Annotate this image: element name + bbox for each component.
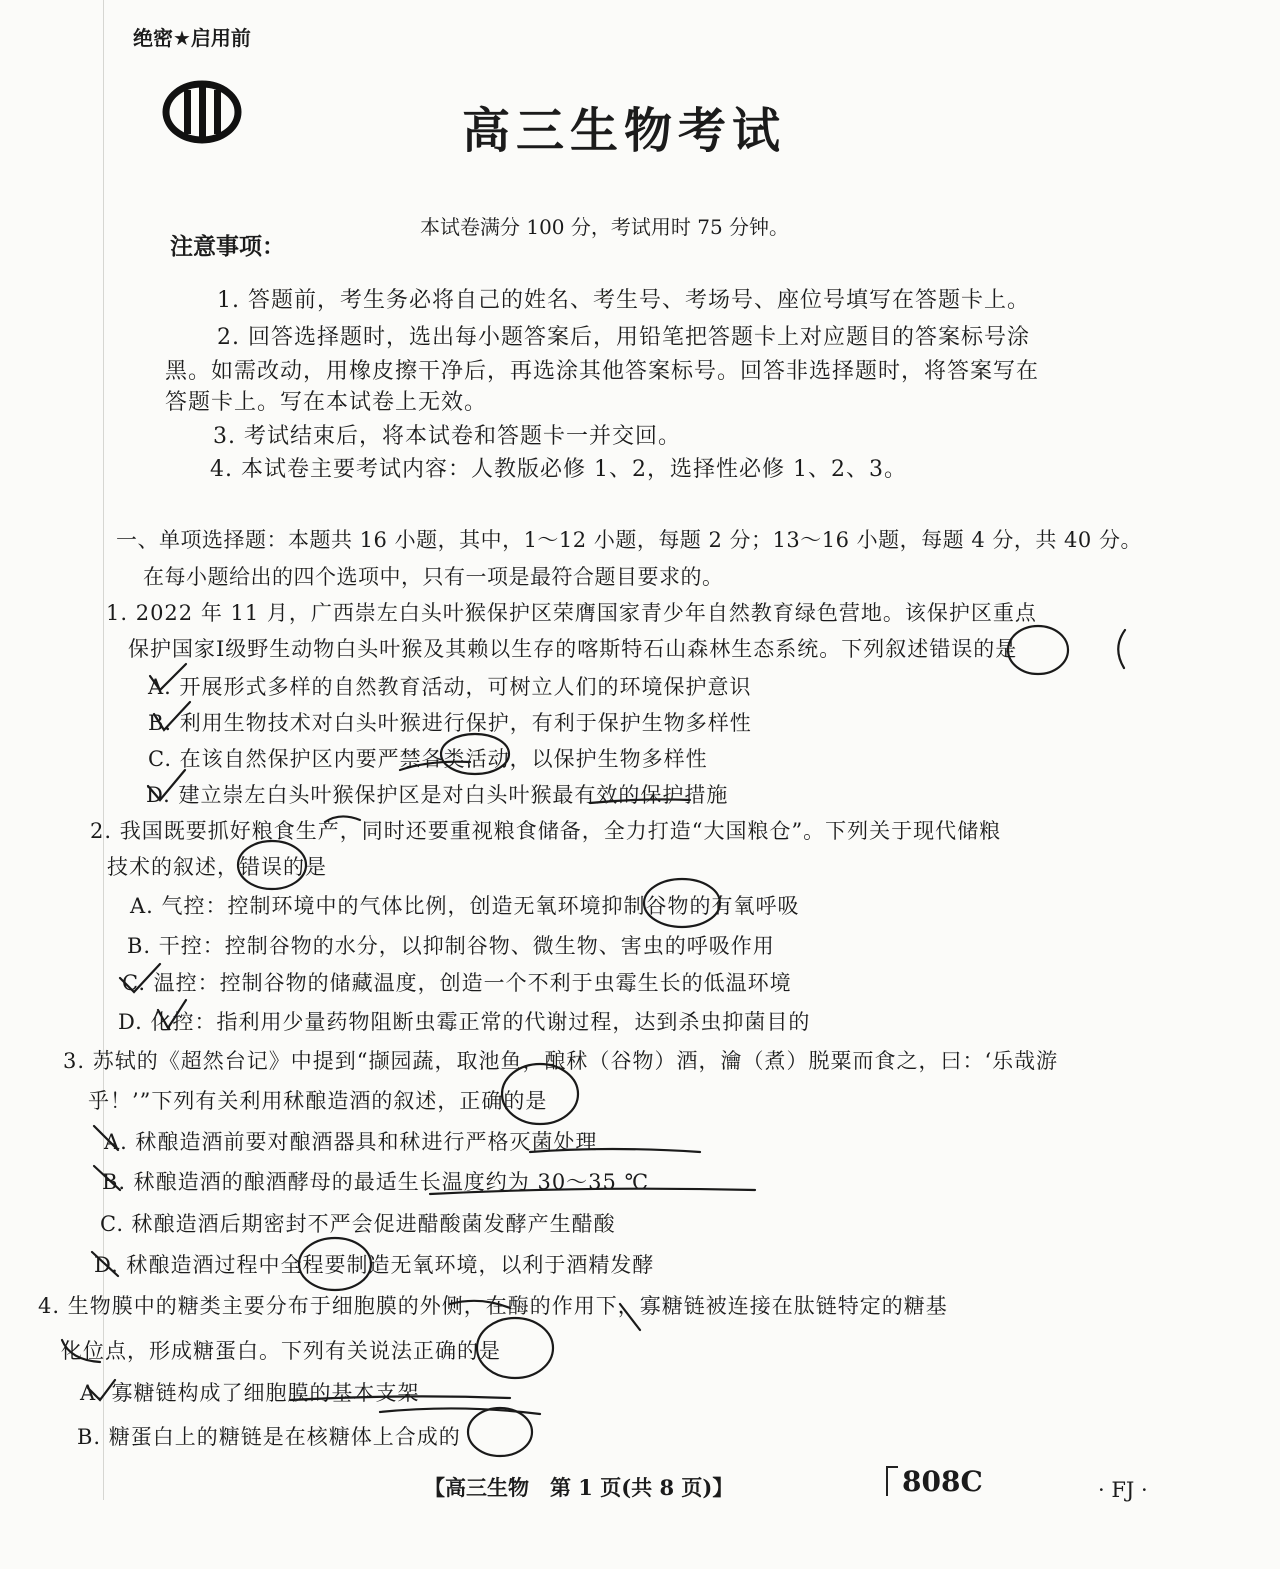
q4-circle-b (468, 1408, 532, 1456)
notice-item-4: 4. 本试卷主要考试内容：人教版必修 1、2，选择性必修 1、2、3。 (210, 457, 907, 482)
question-3-option-b: B. 秫酿造酒的酿酒酵母的最适生长温度约为 30～35 ℃ (102, 1170, 650, 1194)
question-4-stem-cont: 化位点，形成糖蛋白。下列有关说法正确的是 (61, 1339, 501, 1363)
question-3-option-d: D. 秫酿造酒过程中全程要制造无氧环境，以利于酒精发酵 (94, 1253, 655, 1277)
notice-item-2-cont: 黑。如需改动，用橡皮擦干净后，再选涂其他答案标号。回答非选择题时，将答案写在 (165, 359, 1040, 384)
region-code: · FJ · (1098, 1478, 1148, 1502)
question-1-option-a: A. 开展形式多样的自然教育活动，可树立人们的环境保护意识 (148, 675, 752, 699)
question-2-stem: 2. 我国既要抓好粮食生产，同时还要重视粮食储备，全力打造“大国粮仓”。下列关于现代储粮 (90, 819, 1002, 843)
question-2-option-b: B. 干控：控制谷物的水分，以抑制谷物、微生物、害虫的呼吸作用 (127, 934, 775, 958)
section-instruction: 在每小题给出的四个选项中，只有一项是最符合题目要求的。 (143, 565, 724, 589)
section-heading: 一、单项选择题：本题共 16 小题，其中，1～12 小题，每题 2 分；13～16 小题，每题 4 分，共 40 分。 (116, 528, 1142, 552)
page-footer-label: 【高三生物 第 1 页(共 8 页)】 (424, 1475, 734, 1500)
question-1-stem-cont: 保护国家Ⅰ级野生动物白头叶猴及其赖以生存的喀斯特石山森林生态系统。下列叙述错误的是 (128, 637, 1018, 661)
secret-mark: 绝密★启用前 (133, 26, 251, 50)
publisher-logo-icon (162, 80, 242, 144)
question-1-stem: 1. 2022 年 11 月，广西崇左白头叶猴保护区荣膺国家青少年自然教育绿色营地。该保护区重点 (106, 601, 1037, 625)
question-3-option-a: A. 秫酿造酒前要对酿酒器具和秫进行严格灭菌处理 (104, 1130, 598, 1154)
question-2-option-d: D. 化控：指利用少量药物阻断虫霉正常的代谢过程，达到杀虫抑菌目的 (118, 1010, 811, 1034)
question-1-option-b: B. 利用生物技术对白头叶猴进行保护，有利于保护生物多样性 (148, 711, 752, 735)
question-4-option-a: A. 寡糖链构成了细胞膜的基本支架 (80, 1381, 420, 1405)
question-4-stem: 4. 生物膜中的糖类主要分布于细胞膜的外侧，在酶的作用下，寡糖链被连接在肽链特定的糖基 (38, 1294, 948, 1318)
question-3-option-c: C. 秫酿造酒后期密封不严会促进醋酸菌发酵产生醋酸 (100, 1212, 616, 1236)
notice-item-3: 3. 考试结束后，将本试卷和答题卡一并交回。 (213, 424, 681, 449)
notice-heading: 注意事项： (170, 234, 285, 260)
exam-code: 808C (902, 1465, 983, 1498)
page-title: 高三生物考试 (462, 103, 787, 159)
notice-item-2: 2. 回答选择题时，选出每小题答案后，用铅笔把答题卡上对应题目的答案标号涂 (217, 325, 1030, 350)
question-2-stem-cont: 技术的叙述，错误的是 (107, 855, 327, 879)
notice-item-2-end: 答题卡上。写在本试卷上无效。 (165, 390, 488, 415)
question-2-option-a: A. 气控：控制环境中的气体比例，创造无氧环境抑制谷物的有氧呼吸 (130, 894, 800, 918)
q4-underline-b (380, 1408, 540, 1414)
question-3-stem: 3. 苏轼的《超然台记》中提到“撷园蔬，取池鱼，酿秫（谷物）酒，瀹（煮）脱粟而食之，曰：‘乐哉游 (63, 1049, 1059, 1073)
notice-item-1: 1. 答题前，考生务必将自己的姓名、考生号、考场号、座位号填写在答题卡上。 (217, 288, 1030, 313)
question-1-option-d: D. 建立崇左白头叶猴保护区是对白头叶猴最有效的保护措施 (146, 783, 729, 807)
code-bracket (886, 1466, 898, 1496)
exam-subtitle: 本试卷满分 100 分，考试用时 75 分钟。 (420, 215, 790, 239)
q1-bracket-mark (1118, 630, 1125, 668)
question-4-option-b: B. 糖蛋白上的糖链是在核糖体上合成的 (77, 1425, 461, 1449)
question-3-stem-cont: 乎！’”下列有关利用秫酿造酒的叙述，正确的是 (88, 1089, 548, 1113)
question-2-option-c: C. 温控：控制谷物的储藏温度，创造一个不利于虫霉生长的低温环境 (122, 971, 792, 995)
question-1-option-c: C. 在该自然保护区内要严禁各类活动，以保护生物多样性 (148, 747, 708, 771)
